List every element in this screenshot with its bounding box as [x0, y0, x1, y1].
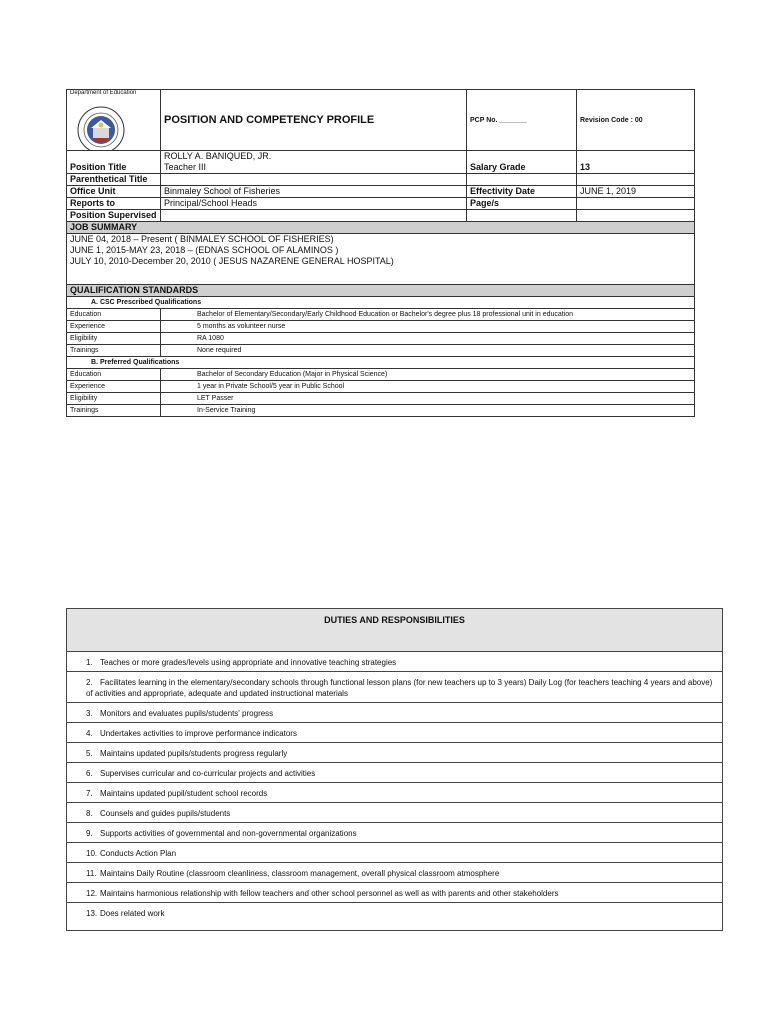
effectivity-date-value: JUNE 1, 2019: [577, 186, 695, 198]
pcp-number: PCP No. _______: [467, 90, 577, 151]
duty-item: [67, 652, 723, 672]
empty-cell: [467, 210, 577, 222]
duty-item: [67, 803, 723, 823]
duty-number: 4.: [86, 729, 93, 738]
parenthetical-title-label: Parenthetical Title: [67, 174, 161, 186]
qual-label: Trainings: [67, 345, 161, 357]
duty-number: 1.: [86, 658, 93, 667]
duty-text: Does related work: [100, 909, 165, 918]
duty-item: [67, 863, 723, 883]
duty-text: Undertakes activities to improve performance indicators: [100, 729, 297, 738]
position-supervised-label: Position Supervised: [67, 210, 161, 222]
duties-table: [66, 608, 723, 931]
qual-value: 5 months as volunteer nurse: [161, 321, 695, 333]
duty-item: [67, 823, 723, 843]
duty-text: Supervises curricular and co-curricular projects and activities: [100, 769, 316, 778]
duty-text: Maintains updated pupil/student school records: [100, 789, 268, 798]
duties-heading: DUTIES AND RESPONSIBILITIES: [67, 609, 723, 652]
qual-value: 1 year in Private School/5 year in Public School: [161, 381, 695, 393]
duty-number: 11.: [86, 869, 97, 878]
document-title: POSITION AND COMPETENCY PROFILE: [161, 90, 467, 151]
qual-value: LET Passer: [161, 393, 695, 405]
empty-cell: [577, 174, 695, 186]
duty-text: Maintains updated pupils/students progress regularly: [100, 749, 288, 758]
office-unit-label: Office Unit: [67, 186, 161, 198]
qual-label: Eligibility: [67, 333, 161, 345]
duty-text: Teaches or more grades/levels using appropriate and innovative teaching strategies: [100, 658, 397, 667]
position-competency-profile-table: [66, 89, 695, 417]
csc-qualifications-heading: A. CSC Prescribed Qualifications: [67, 297, 695, 309]
duty-text: Maintains Daily Routine (classroom cleanliness, classroom management, overall physical classroom atmosphere: [100, 869, 500, 878]
duty-number: 10.: [86, 849, 98, 858]
pages-label: Page/s: [467, 198, 577, 210]
empty-cell: [467, 174, 577, 186]
qual-value: RA 1080: [161, 333, 695, 345]
position-title-value: [161, 151, 467, 174]
deped-seal-icon: [77, 106, 125, 151]
salary-grade-value: 13: [577, 151, 695, 174]
qualification-standards-heading: QUALIFICATION STANDARDS: [67, 285, 695, 297]
reports-to-value: Principal/School Heads: [161, 198, 467, 210]
job-summary-body: [67, 234, 695, 285]
duty-item: [67, 903, 723, 931]
duty-text: Monitors and evaluates pupils/students' progress: [100, 709, 274, 718]
duty-text: Counsels and guides pupils/students: [100, 809, 231, 818]
job-summary-line: JUNE 04, 2018 – Present ( BINMALEY SCHOOL OF FISHERIES): [70, 234, 334, 244]
qual-value: Bachelor of Elementary/Secondary/Early Childhood Education or Bachelor's degree plus 18 professional unit in education: [161, 309, 695, 321]
duty-number: 5.: [86, 749, 93, 758]
duty-item: [67, 703, 723, 723]
duty-item: [67, 783, 723, 803]
empty-cell: [577, 210, 695, 222]
qual-value: In-Service Training: [161, 405, 695, 417]
duty-number: 13.: [86, 909, 98, 918]
qual-value: Bachelor of Secondary Education (Major in Physical Science): [161, 369, 695, 381]
duty-item: [67, 843, 723, 863]
revision-code: Revision Code : 00: [577, 90, 695, 151]
reports-to-label: Reports to: [67, 198, 161, 210]
effectivity-date-label: Effectivity Date: [467, 186, 577, 198]
duty-text: Facilitates learning in the elementary/secondary schools through functional lesson plans (for new teachers up to 3 years) Daily Log (for teachers teaching 4 years and above) of activities and appropriate, adequate and updated instructional materials: [86, 678, 713, 698]
employee-name: ROLLY A. BANIQUED, JR.: [164, 151, 272, 161]
duty-number: 3.: [86, 709, 93, 718]
job-summary-line: JULY 10, 2010-December 20, 2010 ( JESUS NAZARENE GENERAL HOSPITAL): [70, 256, 394, 266]
duty-number: 2.: [86, 678, 93, 687]
qual-label: Experience: [67, 321, 161, 333]
duty-item: [67, 763, 723, 783]
salary-grade-label: Salary Grade: [467, 151, 577, 174]
logo-cell: [67, 90, 161, 151]
office-unit-value: Binmaley School of Fisheries: [161, 186, 467, 198]
qual-label: Experience: [67, 381, 161, 393]
duty-number: 9.: [86, 829, 93, 838]
duty-item: [67, 723, 723, 743]
parenthetical-title-value: [161, 174, 467, 186]
duty-text: Conducts Action Plan: [100, 849, 177, 858]
qual-label: Trainings: [67, 405, 161, 417]
duty-item: [67, 743, 723, 763]
job-summary-heading: JOB SUMMARY: [67, 222, 695, 234]
position-title-text: Teacher III: [164, 162, 207, 172]
duty-number: 6.: [86, 769, 93, 778]
position-title-label: Position Title: [67, 151, 161, 174]
qual-value: None required: [161, 345, 695, 357]
preferred-qualifications-heading: B. Preferred Qualifications: [67, 357, 695, 369]
position-supervised-value: [161, 210, 467, 222]
duty-text: Maintains harmonious relationship with fellow teachers and other school personnel as well as with parents and other stakeholders: [100, 889, 559, 898]
duty-number: 7.: [86, 789, 93, 798]
duty-item: [67, 883, 723, 903]
duty-item: [67, 672, 723, 703]
department-label: Department of Education: [70, 90, 137, 96]
duty-text: Supports activities of governmental and non-governmental organizations: [100, 829, 357, 838]
duty-number: 8.: [86, 809, 93, 818]
pages-value: [577, 198, 695, 210]
job-summary-line: JUNE 1, 2015-MAY 23, 2018 – (EDNAS SCHOOL OF ALAMINOS ): [70, 245, 339, 255]
qual-label: Education: [67, 309, 161, 321]
duty-number: 12.: [86, 889, 98, 898]
qual-label: Education: [67, 369, 161, 381]
qual-label: Eligibility: [67, 393, 161, 405]
